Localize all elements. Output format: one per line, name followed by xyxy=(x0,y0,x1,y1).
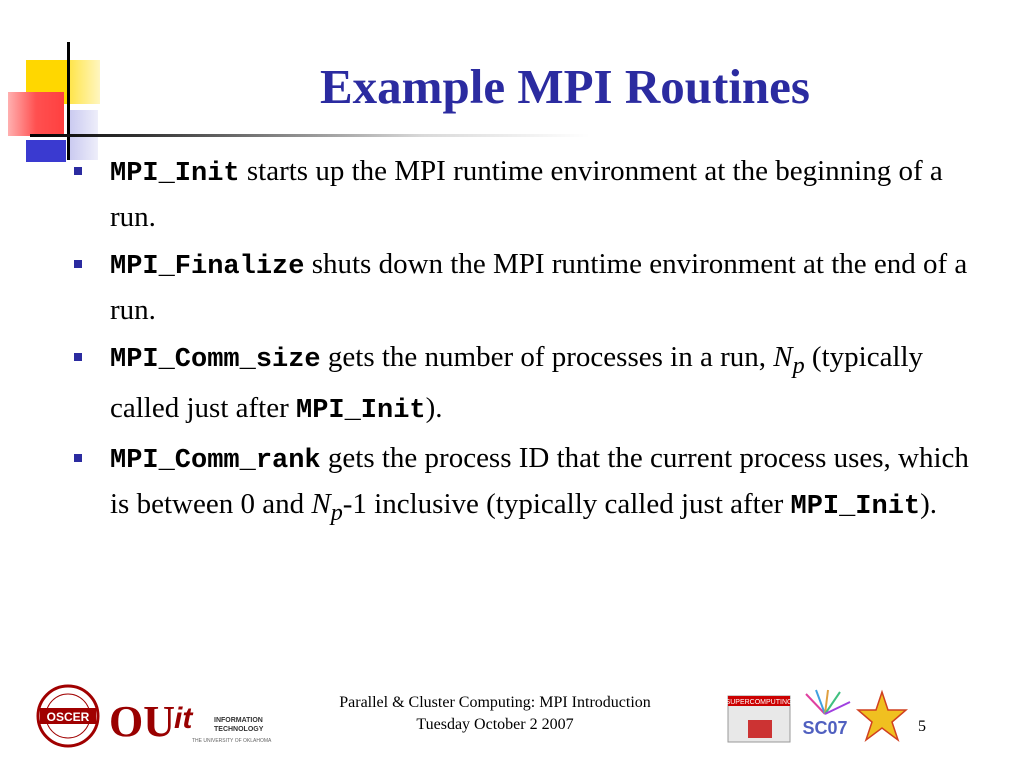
code-term: MPI_Init xyxy=(110,159,240,189)
bullet-square-icon xyxy=(74,454,82,462)
deco-vertical-line xyxy=(67,42,70,160)
title-underline xyxy=(30,134,590,137)
ou-logo xyxy=(109,686,175,748)
bullet-text: ). xyxy=(425,391,443,424)
svg-text:SC07: SC07 xyxy=(802,718,848,738)
bullet-item xyxy=(66,437,976,534)
slide-title: Example MPI Routines xyxy=(320,59,810,114)
sc07-logo xyxy=(796,688,854,746)
svg-text:OU: OU xyxy=(109,697,175,746)
deco-red-square xyxy=(8,92,64,136)
svg-text:SUPERCOMPUTING: SUPERCOMPUTING xyxy=(725,699,793,706)
bullet-square-icon xyxy=(74,260,82,268)
svg-text:THE UNIVERSITY OF OKLAHOMA: THE UNIVERSITY OF OKLAHOMA xyxy=(192,738,272,744)
footer-line-2: Tuesday October 2 2007 xyxy=(416,716,574,733)
bullet-text: ). xyxy=(920,487,938,520)
deco-blue-square xyxy=(26,140,66,162)
oscer-logo xyxy=(24,684,112,748)
bullet-text: gets the process ID that the current process uses, which is between 0 and xyxy=(110,441,969,520)
code-term: MPI_Comm_size xyxy=(110,345,321,375)
bullet-list xyxy=(66,150,976,538)
star-logo xyxy=(856,690,908,744)
deco-yellow-fade xyxy=(70,60,100,104)
bullet-item xyxy=(66,150,976,239)
bullet-text: shuts down the MPI runtime environment at the end of a run. xyxy=(110,248,968,326)
np-symbol: $N_p$ xyxy=(773,341,805,379)
code-term: MPI_Init xyxy=(296,395,426,426)
bullet-text: -1 inclusive (typically called just after xyxy=(342,487,784,520)
svg-text:it: it xyxy=(174,702,193,735)
slide-number: 5 xyxy=(918,718,926,735)
svg-text:TECHNOLOGY: TECHNOLOGY xyxy=(214,726,264,733)
bullet-text: starts up the MPI runtime environment at the beginning of a run. xyxy=(110,155,943,233)
bullet-square-icon xyxy=(74,353,82,361)
bullet-text: (typically called just after xyxy=(110,341,924,424)
supercomputing-symposium-logo xyxy=(726,690,792,746)
np-symbol: $N_p$ xyxy=(311,487,343,526)
footer-line-1: Parallel & Cluster Computing: MPI Introduction xyxy=(339,694,651,711)
svg-text:OSCER: OSCER xyxy=(46,710,90,724)
svg-text:INFORMATION: INFORMATION xyxy=(214,717,263,724)
bullet-item xyxy=(66,336,976,433)
code-term: MPI_Init xyxy=(790,491,921,522)
bullet-square-icon xyxy=(74,167,82,175)
bullet-item xyxy=(66,243,976,332)
footer-text xyxy=(290,692,700,736)
code-term: MPI_Finalize xyxy=(110,252,305,282)
bullet-text: gets the number of processes in a run, xyxy=(327,341,766,373)
it-logo xyxy=(170,690,290,746)
code-term: MPI_Comm_rank xyxy=(110,445,321,476)
